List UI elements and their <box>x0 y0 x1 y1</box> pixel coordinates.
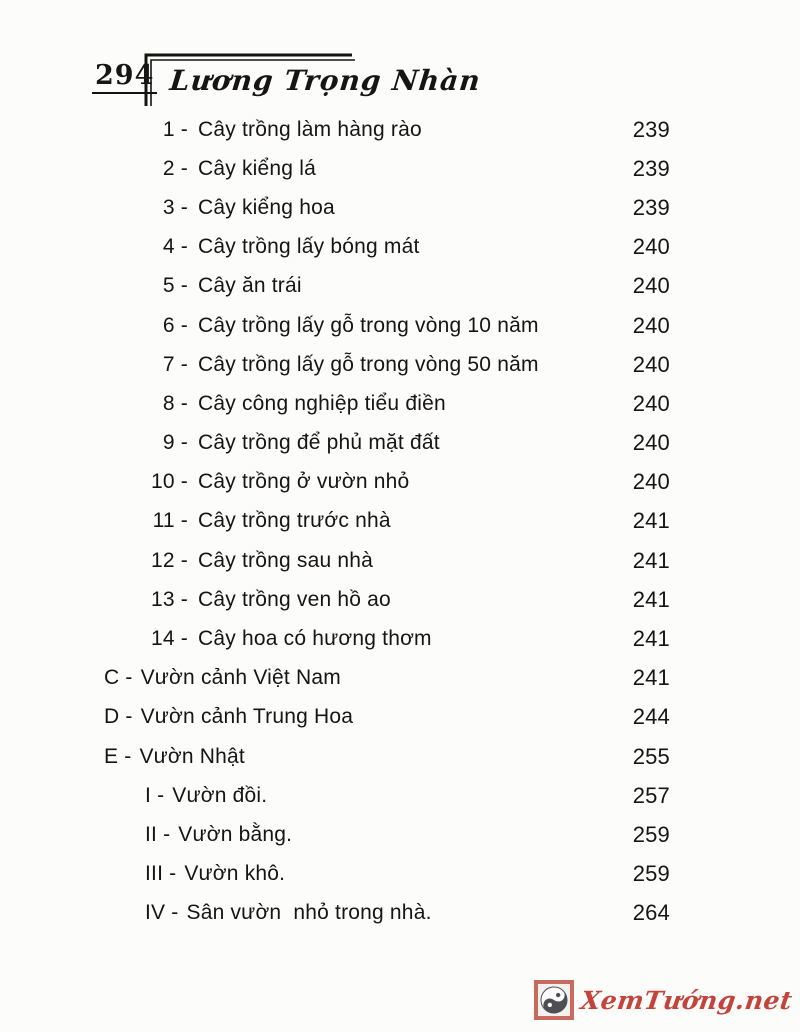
toc-entry-page: 244 <box>632 704 670 730</box>
toc-entry-title: Sân vườn nhỏ trong nhà. <box>186 901 432 925</box>
toc-entry-label: III - <box>145 862 177 886</box>
toc-entry-page: 255 <box>632 743 670 769</box>
watermark-text: XemTướng.net <box>578 985 795 1015</box>
toc-entry-title: Cây hoa có hương thơm <box>198 627 432 651</box>
running-title: Lương Trọng Nhàn <box>168 64 483 97</box>
toc-row <box>0 306 800 345</box>
toc-entry-title: Vườn bằng. <box>178 822 293 846</box>
toc-entry-label: 14 - <box>151 627 188 651</box>
toc-row <box>0 228 800 267</box>
toc-entry-page: 259 <box>632 821 670 847</box>
toc-entry-page: 257 <box>632 782 670 808</box>
toc-entry-title: Cây trồng để phủ mặt đất <box>198 431 440 455</box>
toc-entry-label: 3 - <box>162 195 188 219</box>
toc-row <box>0 188 800 227</box>
toc-entry-page: 240 <box>632 351 670 377</box>
toc-entry-title: Cây trồng lấy bóng mát <box>198 235 420 259</box>
toc-entry-page: 239 <box>632 116 670 142</box>
toc-entry-page: 241 <box>632 508 670 534</box>
toc-entry-label: D - <box>104 705 133 729</box>
toc-entry-label: 9 - <box>162 431 188 455</box>
toc-entry-label: 7 - <box>162 352 188 376</box>
toc-entry-label: 8 - <box>162 391 188 415</box>
toc-entry-title: Cây trồng ven hồ ao <box>198 587 391 611</box>
toc-entry-title: Cây trồng trước nhà <box>198 509 391 533</box>
toc-entry-label: 1 - <box>162 117 188 141</box>
toc-row <box>0 384 800 423</box>
toc-entry-title: Cây trồng lấy gỗ trong vòng 50 năm <box>198 352 539 376</box>
toc-entry-label: 5 - <box>162 274 188 298</box>
toc-row <box>0 580 800 619</box>
toc-row <box>0 855 800 894</box>
toc-row <box>0 894 800 933</box>
toc-entry-label: 12 - <box>151 548 188 572</box>
toc-entry-page: 240 <box>632 430 670 456</box>
toc-row <box>0 345 800 384</box>
toc-entry-title: Cây trồng làm hàng rào <box>198 117 422 141</box>
toc-entry-page: 241 <box>632 626 670 652</box>
toc-row <box>0 110 800 149</box>
toc-entry-page: 241 <box>632 547 670 573</box>
toc-entry-title: Vườn đồi. <box>172 783 268 807</box>
toc-row <box>0 267 800 306</box>
toc-entry-label: 6 - <box>162 313 188 337</box>
toc-entry-title: Cây kiểng lá <box>198 156 316 180</box>
toc-entry-title: Cây trồng lấy gỗ trong vòng 10 năm <box>198 313 539 337</box>
toc-entry-page: 241 <box>632 665 670 691</box>
toc-entry-label: C - <box>104 666 133 690</box>
toc-row <box>0 424 800 463</box>
toc-row <box>0 463 800 502</box>
toc-row <box>0 541 800 580</box>
toc-row <box>0 815 800 854</box>
toc-entry-page: 241 <box>632 586 670 612</box>
toc-entry-page: 240 <box>632 312 670 338</box>
toc-entry-label: I - <box>145 783 165 807</box>
toc-entry-page: 240 <box>632 390 670 416</box>
toc-entry-label: IV - <box>145 901 179 925</box>
toc-entry-page: 239 <box>632 194 670 220</box>
toc-entry-page: 240 <box>632 273 670 299</box>
toc-row <box>0 698 800 737</box>
toc-entry-title: Cây kiểng hoa <box>198 195 335 219</box>
toc-entry-title: Vườn Nhật <box>139 744 245 768</box>
toc-entry-label: 2 - <box>162 156 188 180</box>
toc-entry-title: Cây trồng ở vườn nhỏ <box>198 470 410 494</box>
toc-entry-label: 11 - <box>152 509 188 533</box>
toc-row <box>0 776 800 815</box>
yin-yang-icon <box>534 980 574 1020</box>
toc-entry-title: Vườn cảnh Việt Nam <box>140 666 341 690</box>
page-number: 294 <box>92 60 157 94</box>
toc-entry-label: 10 - <box>151 470 188 494</box>
toc-entry-label: II - <box>145 822 171 846</box>
toc-entry-page: 259 <box>632 861 670 887</box>
toc-row <box>0 149 800 188</box>
toc-row <box>0 659 800 698</box>
toc-entry-title: Cây trồng sau nhà <box>198 548 374 572</box>
toc-entry-label: 4 - <box>162 235 188 259</box>
toc-entry-page: 264 <box>632 900 670 926</box>
toc-entry-title: Vườn khô. <box>184 862 286 886</box>
toc-entry-title: Vườn cảnh Trung Hoa <box>140 705 354 729</box>
toc-entry-title: Cây công nghiệp tiểu điền <box>198 391 446 415</box>
toc-entry-label: E - <box>104 744 132 768</box>
watermark <box>534 980 795 1020</box>
toc-entry-page: 239 <box>632 155 670 181</box>
toc-entry-page: 240 <box>632 234 670 260</box>
table-of-contents <box>0 110 800 933</box>
toc-entry-page: 240 <box>632 469 670 495</box>
toc-row <box>0 619 800 658</box>
toc-row <box>0 737 800 776</box>
toc-entry-label: 13 - <box>151 587 188 611</box>
toc-row <box>0 502 800 541</box>
toc-entry-title: Cây ăn trái <box>198 274 302 298</box>
